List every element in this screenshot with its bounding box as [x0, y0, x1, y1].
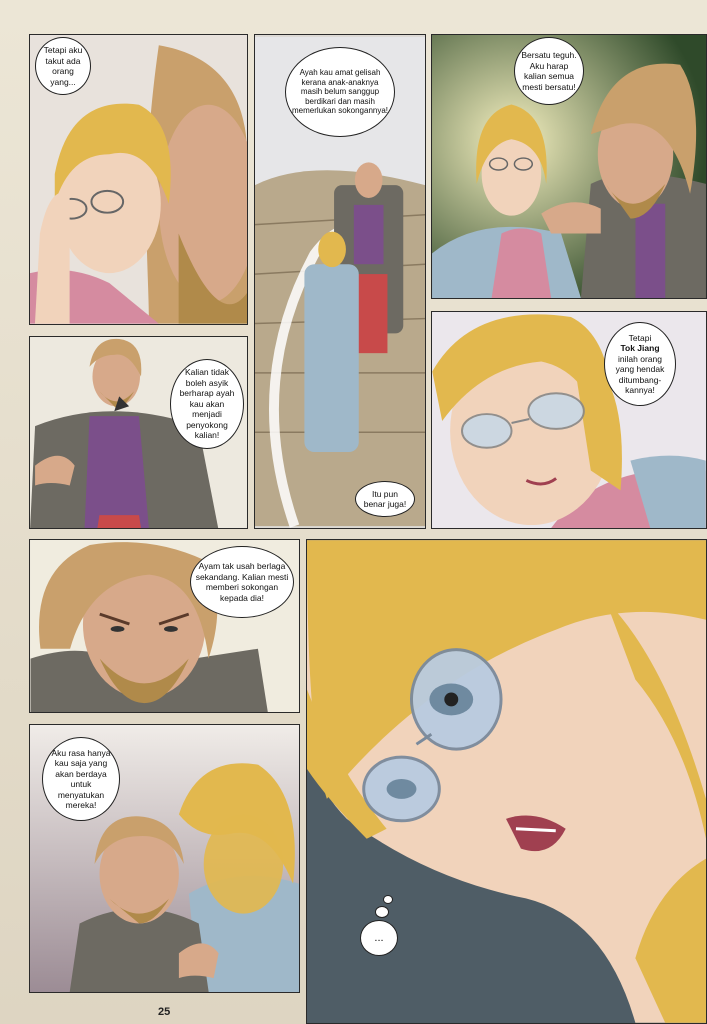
- panel-7: [29, 724, 300, 993]
- panel-6: [29, 539, 300, 713]
- thought-bubble: [360, 920, 398, 956]
- speech-bubble-2: [355, 481, 415, 517]
- page-number: 25: [158, 1006, 171, 1018]
- speech-bubble: [170, 359, 244, 449]
- bubble-text: Ayah kau amat gelisah kerana anak-anaknya masih belum sanggup berdikari dan masih memerlukan sokongannya!: [291, 68, 389, 116]
- bubble-text: Kalian tidak boleh asyik berharap ayah kau akan menjadi penyokong kalian!: [179, 367, 235, 441]
- panel-3: [431, 34, 707, 299]
- bubble-text-bold: Tok Jiang: [620, 343, 660, 353]
- panel-1: [29, 34, 248, 325]
- bubble-text: Bersatu teguh. Aku harap kalian semua mesti bersatu!: [521, 50, 577, 92]
- bubble-text-post: inilah orang yang hendak ditumbang-kannya!: [615, 353, 665, 395]
- panel-5: [431, 311, 707, 529]
- panel-8: [306, 539, 707, 1024]
- bubble-text-2: Itu pun benar juga!: [363, 488, 407, 509]
- speech-bubble: [285, 47, 395, 137]
- bubble-text: [609, 333, 671, 396]
- panel-4: [29, 336, 248, 529]
- speech-bubble: [190, 546, 294, 618]
- thought-text: ...: [374, 931, 384, 944]
- thought-bubble-dot-small: [383, 895, 393, 904]
- thought-bubble-dot-medium: [375, 906, 389, 918]
- bubble-text: Tetapi aku takut ada orang yang...: [43, 45, 83, 87]
- speech-bubble: [604, 322, 676, 406]
- speech-bubble: [35, 37, 91, 95]
- bubble-text-pre: Tetapi: [628, 332, 652, 343]
- speech-bubble: [42, 737, 120, 821]
- panel-2: [254, 34, 426, 529]
- bubble-text: Ayam tak usah berlaga sekandang. Kalian mesti memberi sokongan kepada dia!: [195, 561, 289, 603]
- bubble-text: Aku rasa hanya kau saja yang akan berdaya untuk menyatukan mereka!: [51, 747, 111, 810]
- speech-bubble: [514, 37, 584, 105]
